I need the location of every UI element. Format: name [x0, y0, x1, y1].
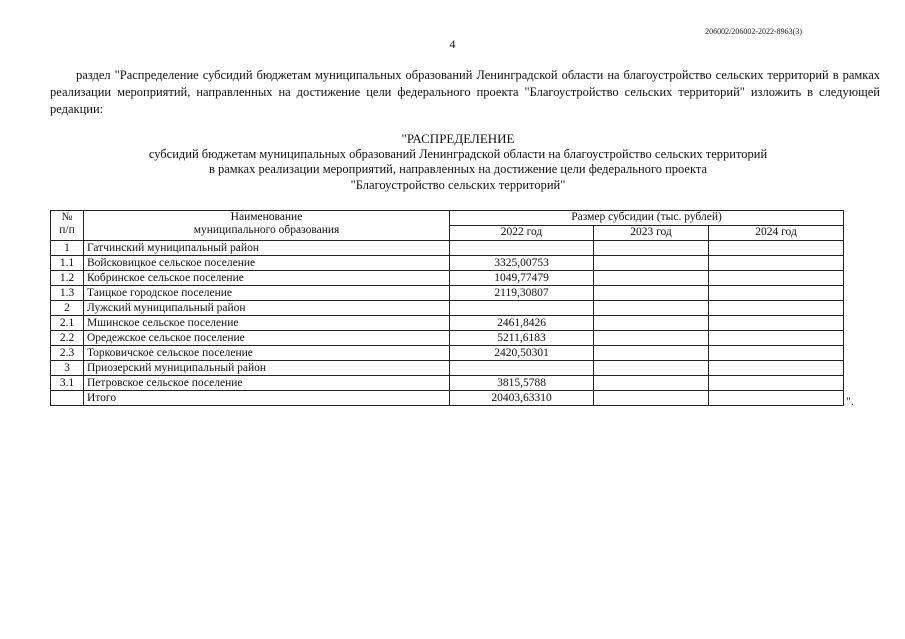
value-2023-cell — [594, 241, 709, 256]
header-year-2024: 2024 год — [709, 226, 844, 241]
table-row — [51, 241, 844, 256]
value-2023-cell — [594, 256, 709, 271]
header-number-line-1: № — [61, 211, 73, 223]
subsidy-distribution-table — [50, 210, 844, 406]
value-2024-cell — [709, 316, 844, 331]
row-number-cell: 1 — [51, 241, 84, 256]
value-2022-cell: 2119,30807 — [450, 286, 594, 301]
value-2022-cell — [450, 361, 594, 376]
municipality-name-cell: Войсковицкое сельское поселение — [84, 256, 450, 271]
row-number-cell: 2.1 — [51, 316, 84, 331]
table-header-row-1 — [51, 211, 844, 226]
value-2024-cell — [709, 241, 844, 256]
value-2023-cell — [594, 331, 709, 346]
value-2024-cell — [709, 346, 844, 361]
value-2023-cell — [594, 361, 709, 376]
header-year-2022: 2022 год — [450, 226, 594, 241]
value-2024-cell — [709, 286, 844, 301]
value-2024-cell — [709, 301, 844, 316]
value-2023-cell — [594, 286, 709, 301]
table-row — [51, 301, 844, 316]
table-row — [51, 331, 844, 346]
value-2022-cell: 2420,50301 — [450, 346, 594, 361]
municipality-name-cell: Торковичское сельское поселение — [84, 346, 450, 361]
municipality-name-cell: Петровское сельское поселение — [84, 376, 450, 391]
table-body — [51, 241, 844, 406]
heading-title: "РАСПРЕДЕЛЕНИЕ — [401, 131, 515, 146]
row-number-cell: 1.1 — [51, 256, 84, 271]
value-2024-cell — [709, 361, 844, 376]
document-id: 206002/206002-2022-8963(3) — [705, 27, 802, 36]
table-row — [51, 391, 844, 406]
closing-quote-mark: ". — [846, 394, 854, 408]
municipality-name-cell: Кобринское сельское поселение — [84, 271, 450, 286]
municipality-name-cell: Оредежское сельское поселение — [84, 331, 450, 346]
table-row — [51, 286, 844, 301]
value-2022-cell — [450, 301, 594, 316]
table-row — [51, 271, 844, 286]
value-2023-cell — [594, 346, 709, 361]
header-name — [84, 211, 450, 241]
header-number — [51, 211, 84, 241]
value-2022-cell: 3815,5788 — [450, 376, 594, 391]
value-2022-cell: 5211,6183 — [450, 331, 594, 346]
distribution-heading — [0, 131, 905, 193]
row-number-cell — [51, 391, 84, 406]
value-2023-cell — [594, 376, 709, 391]
header-year-2023: 2023 год — [594, 226, 709, 241]
table-row — [51, 346, 844, 361]
value-2023-cell — [594, 391, 709, 406]
value-2023-cell — [594, 271, 709, 286]
row-number-cell: 1.3 — [51, 286, 84, 301]
header-name-line-1: Наименование — [230, 211, 303, 223]
heading-line-1: субсидий бюджетам муниципальных образований Ленинградской области на благоустройство сельских территорий — [148, 146, 768, 161]
intro-paragraph: раздел "Распределение субсидий бюджетам муниципальных образований Ленинградской области на благоустройство сельских территорий в рамках реализации мероприятий, направленных на достижение цели федерального проекта "Благоустройство сельских территорий" изложить в следующей редакции: — [50, 68, 880, 116]
value-2024-cell — [709, 391, 844, 406]
heading-line-3: "Благоустройство сельских территорий" — [350, 177, 566, 192]
header-name-line-2: муниципального образования — [193, 224, 340, 236]
table-row — [51, 376, 844, 391]
municipality-name-cell: Приозерский муниципальный район — [84, 361, 450, 376]
value-2022-cell: 20403,63310 — [450, 391, 594, 406]
value-2022-cell — [450, 241, 594, 256]
row-number-cell: 3.1 — [51, 376, 84, 391]
table-row — [51, 361, 844, 376]
municipality-name-cell: Гатчинский муниципальный район — [84, 241, 450, 256]
row-number-cell: 2.2 — [51, 331, 84, 346]
municipality-name-cell: Таицкое городское поселение — [84, 286, 450, 301]
row-number-cell: 1.2 — [51, 271, 84, 286]
value-2023-cell — [594, 301, 709, 316]
row-number-cell: 3 — [51, 361, 84, 376]
value-2024-cell — [709, 271, 844, 286]
header-subsidy-amount: Размер субсидии (тыс. рублей) — [450, 211, 844, 226]
page-number: 4 — [449, 37, 456, 51]
row-number-cell: 2 — [51, 301, 84, 316]
value-2024-cell — [709, 376, 844, 391]
value-2023-cell — [594, 316, 709, 331]
value-2024-cell — [709, 256, 844, 271]
header-number-line-2: п/п — [59, 224, 75, 236]
row-number-cell: 2.3 — [51, 346, 84, 361]
municipality-name-cell: Итого — [84, 391, 450, 406]
value-2022-cell: 3325,00753 — [450, 256, 594, 271]
municipality-name-cell: Лужский муниципальный район — [84, 301, 450, 316]
value-2022-cell: 2461,8426 — [450, 316, 594, 331]
value-2022-cell: 1049,77479 — [450, 271, 594, 286]
table-row — [51, 316, 844, 331]
municipality-name-cell: Мшинское сельское поселение — [84, 316, 450, 331]
value-2024-cell — [709, 331, 844, 346]
heading-line-2: в рамках реализации мероприятий, направленных на достижение цели федерального проекта — [208, 162, 708, 176]
table-row — [51, 256, 844, 271]
